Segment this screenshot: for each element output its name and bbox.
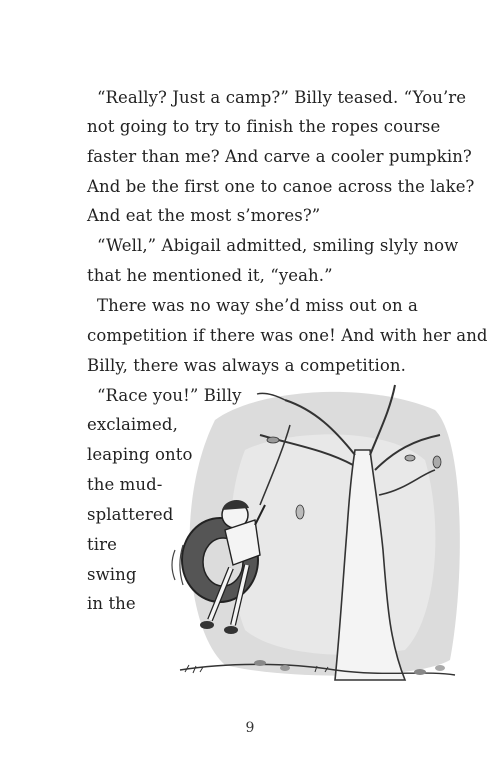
text-line: in the xyxy=(87,594,136,613)
text-line: leaping onto xyxy=(87,445,193,464)
boy-on-tire-swing-illustration xyxy=(165,380,465,700)
text-line: And eat the most s’mores?” xyxy=(87,206,321,225)
text-line: the mud- xyxy=(87,475,163,494)
text-line: not going to try to finish the ropes course xyxy=(87,117,441,136)
text-line: tire xyxy=(87,535,117,554)
text-line: And be the first one to canoe across the lake? xyxy=(87,177,475,196)
text-line: “Well,” Abigail admitted, smiling slyly now xyxy=(97,236,459,255)
text-line: swing xyxy=(87,565,137,584)
text-line: faster than me? And carve a cooler pumpkin? xyxy=(87,147,472,166)
text-line: competition if there was one! And with her and xyxy=(87,326,488,345)
text-line: exclaimed, xyxy=(87,415,178,434)
text-line: There was no way she’d miss out on a xyxy=(97,296,418,315)
text-line: that he mentioned it, “yeah.” xyxy=(87,266,333,285)
text-line: splattered xyxy=(87,505,174,524)
text-line: “Race you!” Billy xyxy=(97,386,242,405)
text-line: Billy, there was always a competition. xyxy=(87,356,406,375)
page-number: 9 xyxy=(245,720,255,736)
text-line: “Really? Just a camp?” Billy teased. “You’re xyxy=(97,88,467,107)
